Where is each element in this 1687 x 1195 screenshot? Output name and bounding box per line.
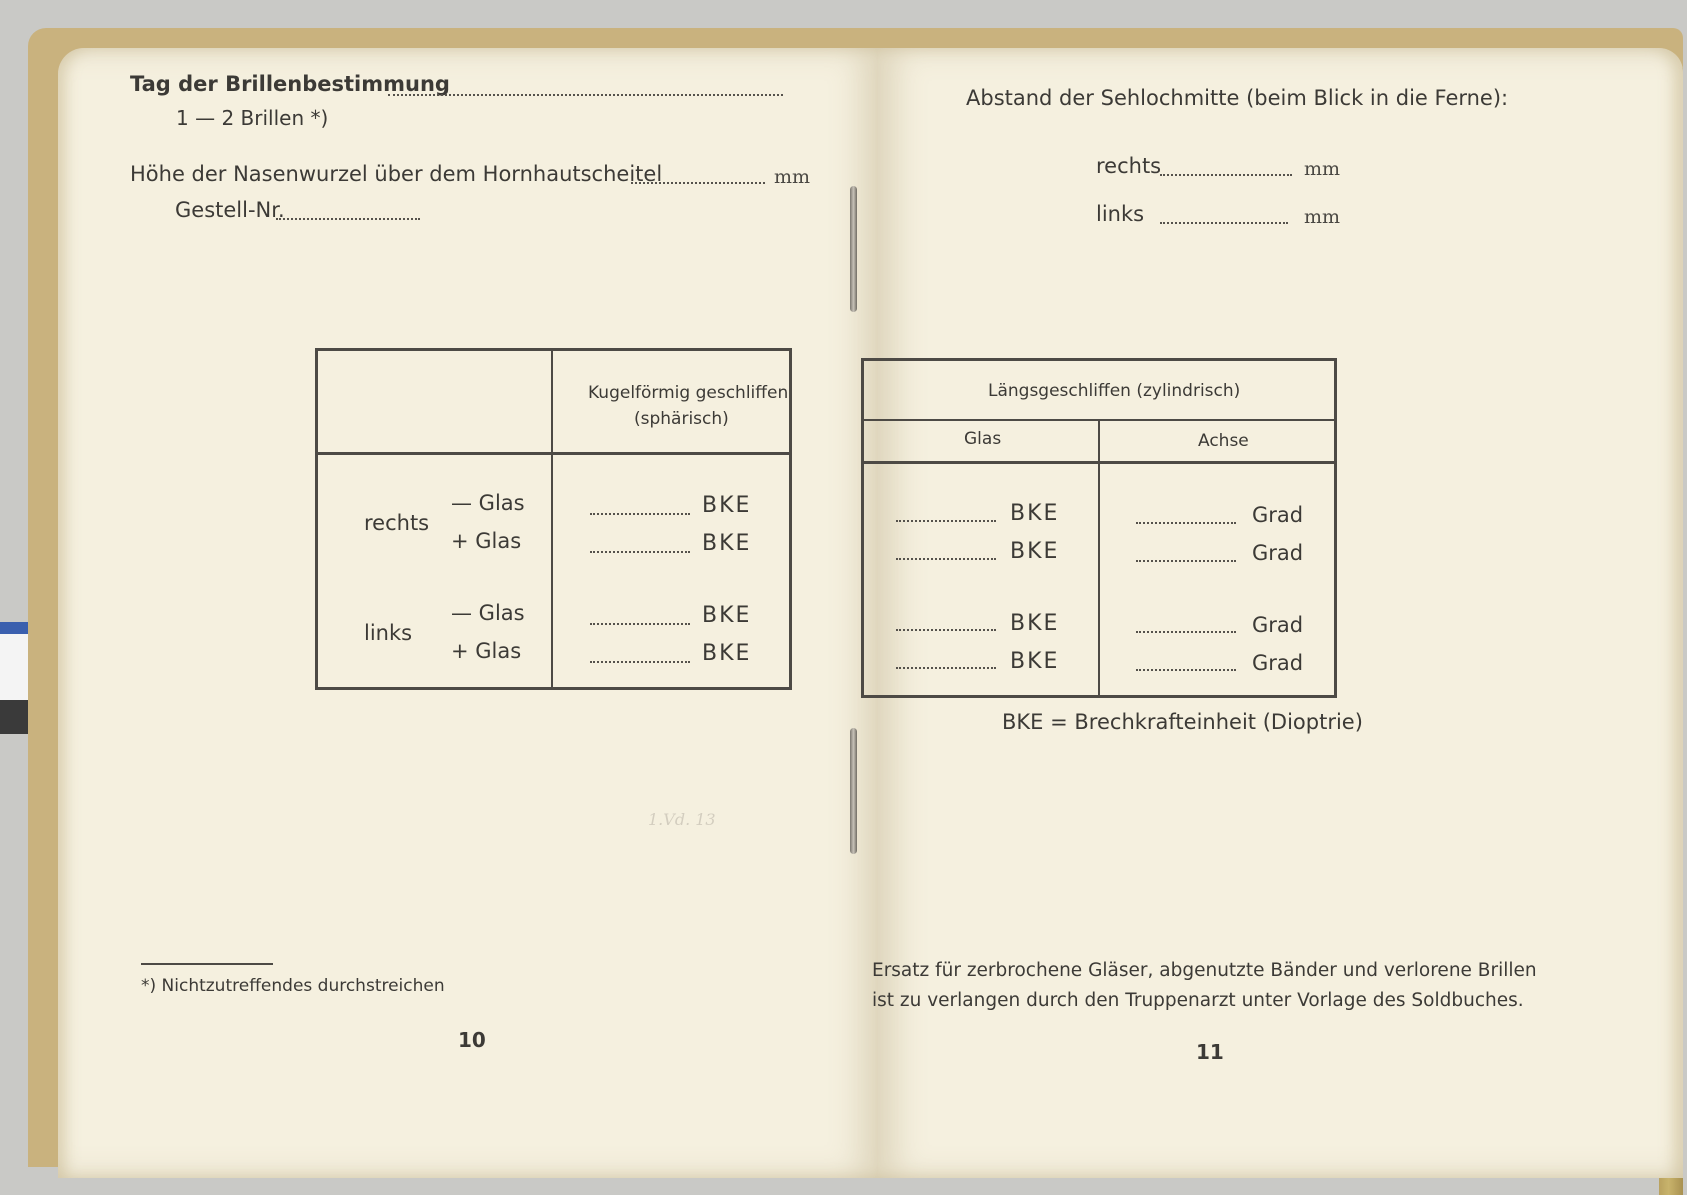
glas-field-2[interactable] xyxy=(896,558,996,560)
spherical-table xyxy=(315,348,792,690)
sehloch-rechts-field[interactable] xyxy=(1160,174,1292,176)
achse-field-3[interactable] xyxy=(1136,631,1236,633)
rechts-plus-field[interactable] xyxy=(590,551,690,553)
background-white-tab xyxy=(0,634,30,700)
links-plus-glas: + Glas xyxy=(451,639,522,663)
binding-staple-bottom xyxy=(850,728,857,854)
table-header-rule xyxy=(318,452,789,455)
replacement-note-line1: Ersatz für zerbrochene Gläser, abgenutzte Bänder und verlorene Brillen xyxy=(872,960,1537,981)
sehloch-links-field[interactable] xyxy=(1160,222,1288,224)
links-minus-glas: — Glas xyxy=(451,601,525,625)
links-minus-field[interactable] xyxy=(590,623,690,625)
achse-field-4[interactable] xyxy=(1136,669,1236,671)
sehlochmitte-title: Abstand der Sehlochmitte (beim Blick in die Ferne): xyxy=(966,86,1509,110)
brillenbestimmung-field[interactable] xyxy=(388,94,783,96)
table-divider xyxy=(551,351,553,687)
page-number-left: 10 xyxy=(458,1028,486,1052)
achse-unit-1: Grad xyxy=(1252,503,1304,527)
cylindrical-table xyxy=(861,358,1337,698)
achse-field-1[interactable] xyxy=(1136,522,1236,524)
nasenwurzel-field[interactable] xyxy=(631,182,765,184)
glas-unit-4: BKE xyxy=(1010,649,1060,674)
achse-unit-2: Grad xyxy=(1252,541,1304,565)
background-blue-tab xyxy=(0,622,30,634)
cylindrical-header: Längsgeschliffen (zylindrisch) xyxy=(988,381,1241,401)
glas-field-4[interactable] xyxy=(896,667,996,669)
nasenwurzel-label: Höhe der Nasenwurzel über dem Hornhautscheitel xyxy=(130,162,663,186)
links-plus-unit: BKE xyxy=(702,641,752,666)
row-links: links xyxy=(364,621,413,645)
brillen-count-label: 1 — 2 Brillen *) xyxy=(176,106,329,130)
col-glas: Glas xyxy=(964,429,1002,449)
background-dark-tab xyxy=(0,700,30,734)
rechts-plus-glas: + Glas xyxy=(451,529,522,553)
glas-unit-2: BKE xyxy=(1010,539,1060,564)
footnote: *) Nichtzutreffendes durchstreichen xyxy=(141,976,445,996)
links-minus-unit: BKE xyxy=(702,603,752,628)
replacement-note-line2: ist zu verlangen durch den Truppenarzt unter Vorlage des Soldbuches. xyxy=(872,990,1524,1011)
achse-field-2[interactable] xyxy=(1136,560,1236,562)
achse-unit-4: Grad xyxy=(1252,651,1304,675)
pencil-note: 1.Vd. 13 xyxy=(648,810,716,829)
col-achse: Achse xyxy=(1198,431,1249,451)
brillenbestimmung-label: Tag der Brillenbestimmung xyxy=(130,72,450,96)
nasenwurzel-unit: mm xyxy=(774,166,811,188)
gestell-field[interactable] xyxy=(276,218,420,220)
rechts-plus-unit: BKE xyxy=(702,531,752,556)
right-page xyxy=(872,48,1683,1178)
spherical-header: Kugelförmig geschliffen xyxy=(588,383,789,403)
glas-unit-1: BKE xyxy=(1010,501,1060,526)
spherical-header-sub: (sphärisch) xyxy=(634,409,729,429)
sehloch-rechts-unit: mm xyxy=(1304,158,1341,180)
gestell-label: Gestell-Nr. xyxy=(175,198,285,222)
sehloch-links-unit: mm xyxy=(1304,206,1341,228)
links-plus-field[interactable] xyxy=(590,661,690,663)
bke-legend: BKE = Brechkrafteinheit (Dioptrie) xyxy=(1002,710,1363,734)
binding-staple-top xyxy=(850,186,857,312)
sehloch-links-label: links xyxy=(1096,202,1145,226)
page-number-right: 11 xyxy=(1196,1040,1224,1064)
rechts-minus-glas: — Glas xyxy=(451,491,525,515)
rechts-minus-unit: BKE xyxy=(702,493,752,518)
glas-field-3[interactable] xyxy=(896,629,996,631)
glas-unit-3: BKE xyxy=(1010,611,1060,636)
footnote-rule xyxy=(141,963,273,965)
row-rechts: rechts xyxy=(364,511,430,535)
achse-unit-3: Grad xyxy=(1252,613,1304,637)
sehloch-rechts-label: rechts xyxy=(1096,154,1162,178)
rechts-minus-field[interactable] xyxy=(590,513,690,515)
booklet-cover xyxy=(28,28,1683,1167)
left-page xyxy=(58,48,878,1178)
header-rule-2 xyxy=(864,461,1334,464)
glas-field-1[interactable] xyxy=(896,520,996,522)
